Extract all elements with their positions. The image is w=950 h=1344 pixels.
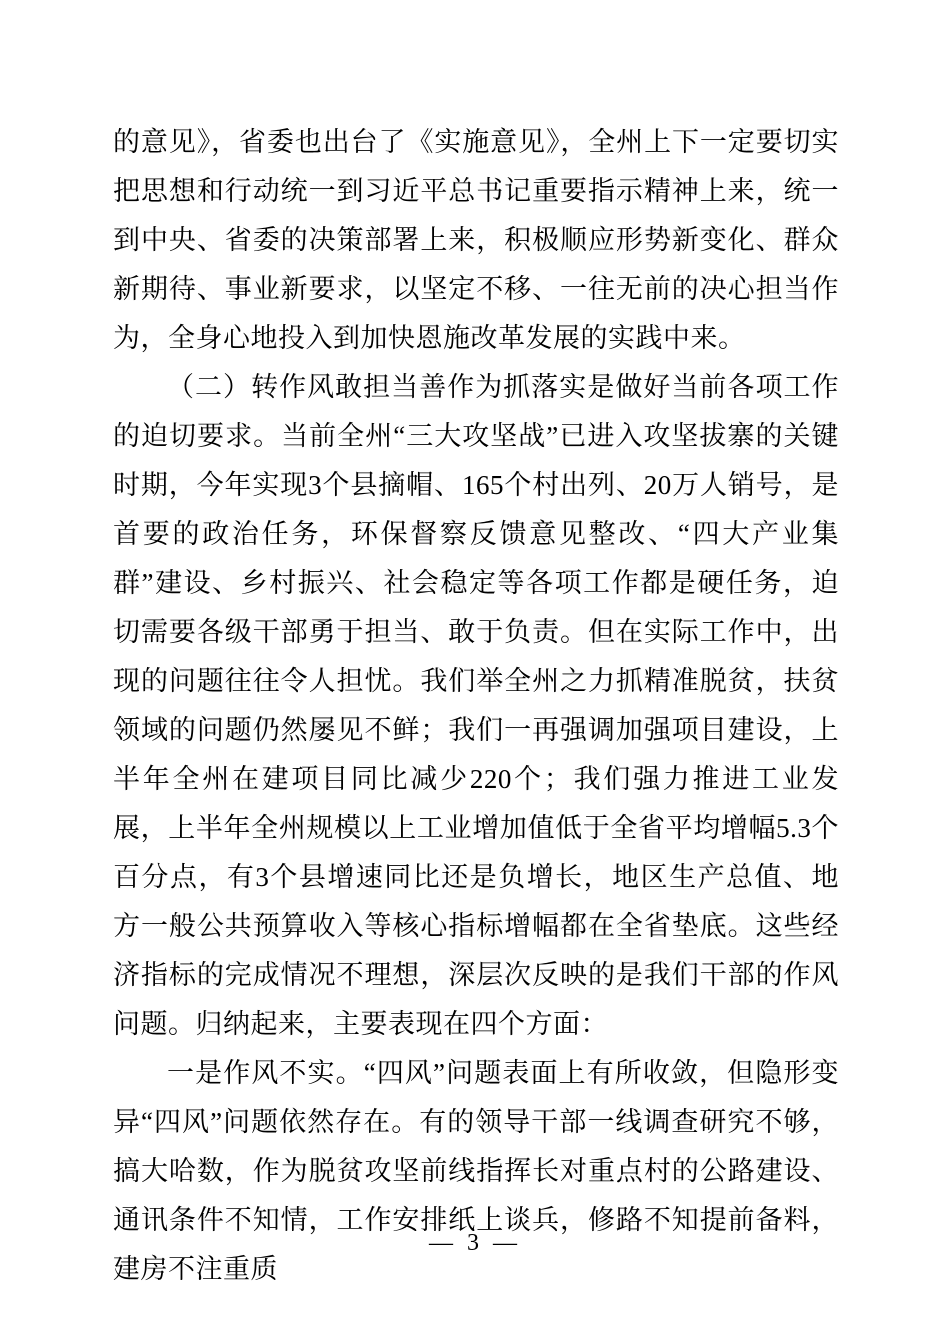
paragraph-section-2: （二）转作风敢担当善作为抓落实是做好当前各项工作的迫切要求。当前全州“三大攻坚战”已进入攻坚拔寨的关键时期，今年实现3个县摘帽、165个村出列、20万人销号，是首要的政治任务，环保督察反馈意见整改、“四大产业集群”建设、乡村振兴、社会稳定等各项工作都是硬任务，迫切需要各级干部勇于担当、敢于负责。但在实际工作中，出现的问题往往令人担忧。我们举全州之力抓精准脱贫，扶贫领域的问题仍然屡见不鲜；我们一再强调加强项目建设，上半年全州在建项目同比减少220个；我们强力推进工业发展，上半年全州规模以上工业增加值低于全省平均增幅5.3个百分点，有3个县增速同比还是负增长，地区生产总值、地方一般公共预算收入等核心指标增幅都在全省垫底。这些经济指标的完成情况不理想，深层次反映的是我们干部的作风问题。归纳起来，主要表现在四个方面： <box>113 372 839 1039</box>
page-number: — 3 — <box>429 1230 521 1256</box>
body-text <box>113 118 839 1294</box>
paragraph-continuation: 的意见》，省委也出台了《实施意见》，全州上下一定要切实把思想和行动统一到习近平总书记重要指示精神上来，统一到中央、省委的决策部署上来，积极顺应形势新变化、群众新期待、事业新要求，以坚定不移、一往无前的决心担当作为，全身心地投入到加快恩施改革发展的实践中来。 <box>113 127 839 353</box>
paragraph-point-1: 一是作风不实。“四风”问题表面上有所收敛，但隐形变异“四风”问题依然存在。有的领导干部一线调查研究不够，搞大哈数，作为脱贫攻坚前线指挥长对重点村的公路建设、通讯条件不知情，工作安排纸上谈兵，修路不知提前备料，建房不注重质 <box>113 1058 839 1284</box>
